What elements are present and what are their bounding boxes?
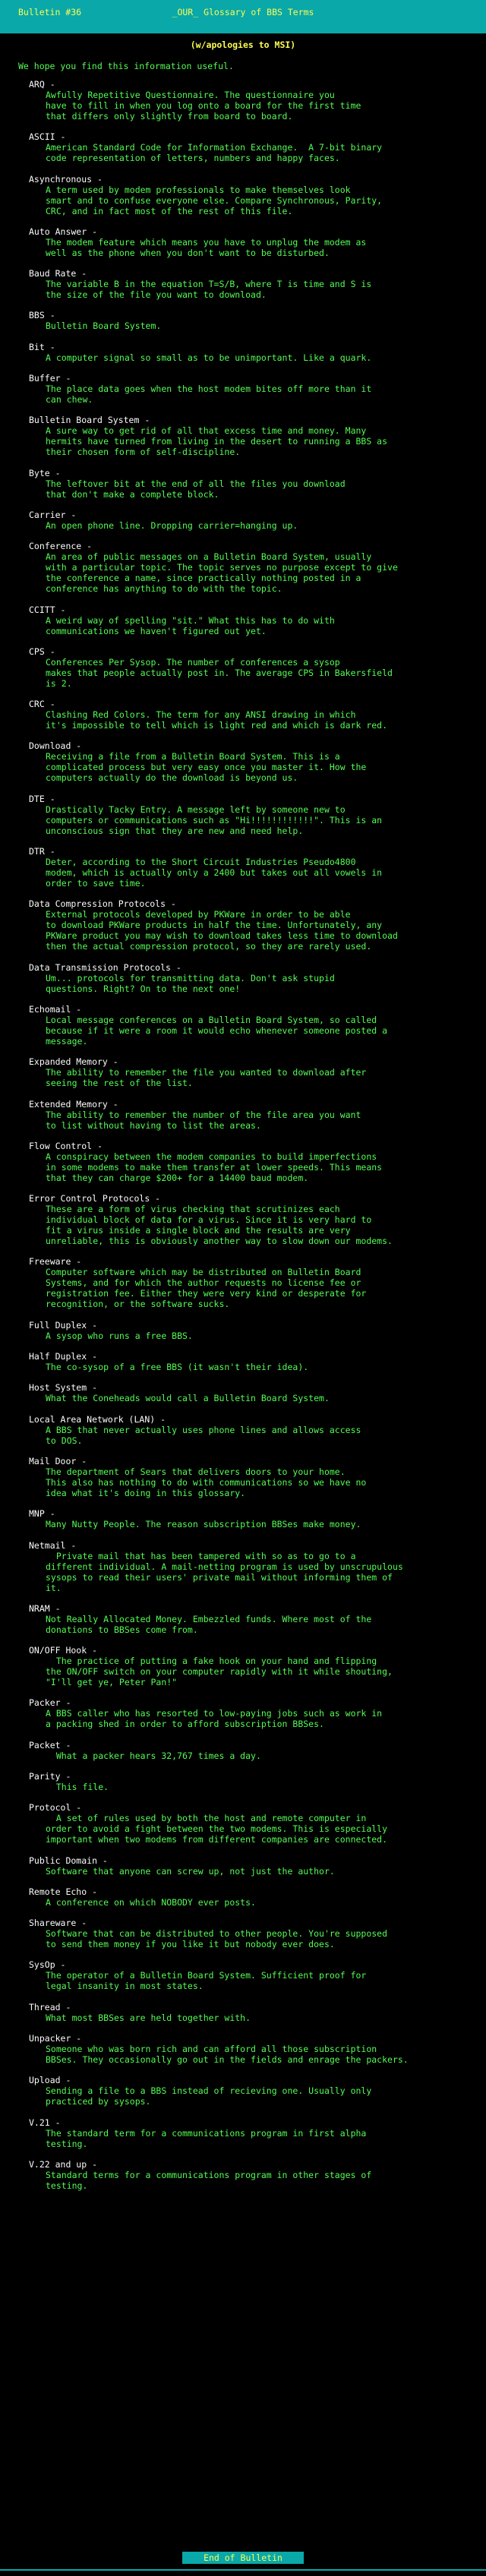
glossary-entry — [0, 605, 486, 636]
glossary-term: Byte - — [29, 467, 61, 478]
subtitle: (w/apologies to MSI) — [190, 39, 296, 50]
glossary-definition: A sysop who runs a free BBS. — [46, 1330, 193, 1341]
end-of-bulletin-marker: End of Bulletin — [182, 2552, 304, 2564]
glossary-definition: Bulletin Board System. — [46, 320, 162, 332]
glossary-definition: The leftover bit at the end of all the files you download that don't make a complete block. — [46, 478, 346, 500]
glossary-term: CRC - — [29, 699, 55, 710]
glossary-definition: A sure way to get rid of all that excess time and money. Many hermits have turned from living in the desert to running a BBS as their chosen form of self-discipline. — [46, 425, 388, 458]
glossary-entry — [0, 646, 486, 689]
glossary-term: CPS - — [29, 646, 55, 657]
glossary-term: Data Transmission Protocols - — [29, 961, 181, 973]
glossary-entry — [0, 1099, 486, 1131]
glossary-definition: What a packer hears 32,767 times a day. — [46, 1750, 261, 1761]
glossary-entry — [0, 1918, 486, 1949]
glossary-term: Netmail - — [29, 1539, 77, 1551]
bulletin-title: _OUR_ Glossary of BBS Terms — [172, 7, 314, 17]
glossary-term: ARQ - — [29, 79, 55, 90]
glossary-definition: A term used by modem professionals to make themselves look smart and to confuse everyone else. Compare Synchronous, Parity, CRC, and in fact most of the rest of this file. — [46, 184, 383, 216]
glossary-term: Thread - — [29, 2001, 71, 2012]
glossary-entry — [0, 1855, 486, 1877]
glossary-entry — [0, 541, 486, 594]
glossary-term: Auto Answer - — [29, 226, 98, 237]
bulletin-header-bar — [0, 0, 486, 33]
glossary-term: ON/OFF Hook - — [29, 1645, 98, 1656]
glossary-term: V.21 - — [29, 2117, 61, 2128]
glossary-definition: Deter, according to the Short Circuit Industries Pseudo4800 modem, which is actually only a 2400 but takes out all vowels in order to save time. — [46, 857, 383, 889]
glossary-definition: A set of rules used by both the host and remote computer in order to avoid a fight between the two modems. This is especially important when two modems from different companies are connected. — [46, 1813, 388, 1845]
bottom-divider — [0, 2569, 486, 2571]
glossary-term: Protocol - — [29, 1802, 82, 1814]
glossary-definition: The co-sysop of a free BBS (it wasn't their idea). — [46, 1362, 309, 1373]
glossary-entry — [0, 174, 486, 216]
glossary-definition: Drastically Tacky Entry. A message left by someone new to computers or communications such as "Hi!!!!!!!!!!!!". This is an unconscious sign that they are new and need help. — [46, 803, 383, 836]
glossary-term: Asynchronous - — [29, 173, 103, 185]
glossary-definition: The place data goes when the host modem bites off more than it can chew. — [46, 384, 372, 406]
glossary-term: Baud Rate - — [29, 268, 87, 279]
glossary-entry — [0, 1959, 486, 1991]
glossary-entry — [0, 898, 486, 952]
glossary-entry — [0, 268, 486, 300]
glossary-entry — [0, 468, 486, 500]
glossary-definition: A BBS that never actually uses phone lines and allows access to DOS. — [46, 1424, 361, 1446]
glossary-entry — [0, 1802, 486, 1845]
glossary-term: Flow Control - — [29, 1140, 103, 1151]
glossary-term: Echomail - — [29, 1003, 82, 1015]
glossary-entry — [0, 1193, 486, 1246]
glossary-entry — [0, 310, 486, 331]
glossary-definition: These are a form of virus checking that scrutinizes each individual block of data for a virus. Since it is very hard to fit a virus inside a single block and the results are very unreliable, this is obviously another way to slow down our modems. — [46, 1204, 393, 1247]
glossary-entry — [0, 415, 486, 457]
glossary-definition: The practice of putting a fake hook on your hand and flipping the ON/OFF switch on your computer rapidly with it while shouting, "I'll get ye, Peter Pan!" — [46, 1656, 393, 1688]
glossary-term: Conference - — [29, 541, 93, 552]
glossary-definition: An open phone line. Dropping carrier=hanging up. — [46, 519, 298, 531]
glossary-term: V.22 and up - — [29, 2158, 98, 2170]
glossary-definition: A BBS caller who has resorted to low-paying jobs such as work in a packing shed in order to afford subscription BBSes. — [46, 1708, 383, 1730]
glossary-term: Freeware - — [29, 1256, 82, 1267]
glossary-term: Data Compression Protocols - — [29, 898, 176, 910]
glossary-entry — [0, 1740, 486, 1761]
glossary-entry — [0, 699, 486, 731]
glossary-definition: A conspiracy between the modem companies to build imperfections in some modems to make them transfer at lower speeds. This means that they can charge $200+ for a 14400 baud modem. — [46, 1151, 383, 1183]
glossary-definition: External protocols developed by PKWare in order to be able to download PKWare products in half the time. Unfortunately, any PKWare product you may wish to download takes less time to download then the actual compression protocol, so they are rarely used. — [46, 909, 398, 952]
glossary-entry — [0, 2117, 486, 2149]
glossary-term: Download - — [29, 740, 82, 752]
glossary-definition: A weird way of spelling "sit." What this has to do with communications we haven't figured out yet. — [46, 614, 335, 636]
glossary-entry — [0, 2075, 486, 2107]
glossary-term: Packer - — [29, 1697, 71, 1709]
glossary-definition: Not Really Allocated Money. Embezzled funds. Where most of the donations to BBSes come from. — [46, 1613, 372, 1635]
glossary-term: Public Domain - — [29, 1855, 108, 1866]
glossary-definition: A computer signal so small as to be unimportant. Like a quark. — [46, 352, 372, 363]
glossary-term: ASCII - — [29, 131, 66, 143]
glossary-definition: Receiving a file from a Bulletin Board System. This is a complicated process but very easy once you master it. How the computers actually do the download is beyond us. — [46, 751, 367, 784]
glossary-entry — [0, 1603, 486, 1635]
glossary-entry — [0, 1141, 486, 1183]
glossary-definition: Private mail that has been tampered with so as to go to a different individual. A mail-netting program is used by unscrupulous sysops to read their users' private mail without informing them of it. — [46, 1550, 403, 1593]
glossary-term: MNP - — [29, 1508, 55, 1520]
glossary-definition: The variable B in the equation T=S/B, where T is time and S is the size of the file you want to download. — [46, 279, 372, 301]
glossary-entry — [0, 373, 486, 405]
glossary-definition: A conference on which NOBODY ever posts. — [46, 1896, 256, 1908]
glossary-definition: The ability to remember the file you wanted to download after seeing the rest of the list. — [46, 1067, 367, 1089]
glossary-term: Parity - — [29, 1770, 71, 1782]
glossary-entry — [0, 342, 486, 363]
glossary-definition: What the Coneheads would call a Bulletin Board System. — [46, 1393, 330, 1404]
glossary-entry — [0, 794, 486, 836]
glossary-term: SysOp - — [29, 1959, 66, 1971]
glossary-term: Buffer - — [29, 373, 71, 384]
intro-text: We hope you find this information useful. — [18, 61, 234, 71]
glossary-entry — [0, 1508, 486, 1530]
glossary-entry — [0, 846, 486, 889]
glossary-term: Expanded Memory - — [29, 1056, 118, 1068]
glossary-term: Full Duplex - — [29, 1319, 98, 1331]
glossary-definition: Clashing Red Colors. The term for any ANSI drawing in which it's impossible to tell which is light red and which is dark red. — [46, 709, 388, 731]
glossary-definition: This file. — [46, 1781, 109, 1792]
glossary-definition: Someone who was born rich and can afford all those subscription BBSes. They occasionally go out in the fields and enrage the packers. — [46, 2044, 409, 2066]
glossary-definition: What most BBSes are held together with. — [46, 2012, 251, 2023]
glossary-entry — [0, 1456, 486, 1498]
glossary-term: Extended Memory - — [29, 1098, 118, 1110]
glossary-entry — [0, 1256, 486, 1309]
glossary-term: Remote Echo - — [29, 1886, 98, 1897]
glossary-term: Packet - — [29, 1739, 71, 1750]
glossary-entry — [0, 1382, 486, 1403]
glossary-definition: An area of public messages on a Bulletin Board System, usually with a particular topic. The topic serves no purpose except to give the conference a name, since practically nothing posted in a conference has anything to do with the topic. — [46, 551, 398, 595]
glossary-entry — [0, 131, 486, 163]
glossary-entry — [0, 510, 486, 531]
glossary-definition: Software that anyone can screw up, not just the author. — [46, 1865, 335, 1877]
glossary-entry — [0, 2033, 486, 2065]
glossary-term: Half Duplex - — [29, 1351, 98, 1362]
glossary-definition: The operator of a Bulletin Board System. Sufficient proof for legal insanity in most states. — [46, 1970, 367, 1992]
glossary-entry — [0, 1351, 486, 1372]
glossary-term: Shareware - — [29, 1918, 87, 1929]
glossary-term: Host System - — [29, 1382, 98, 1394]
glossary-entry — [0, 1540, 486, 1593]
glossary-definition: Conferences Per Sysop. The number of conferences a sysop makes that people actually post in. The average CPS in Bakersfield is 2. — [46, 656, 393, 689]
glossary-definition: Many Nutty People. The reason subscription BBSes make money. — [46, 1519, 361, 1530]
glossary-entry — [0, 1886, 486, 1908]
glossary-term: Error Control Protocols - — [29, 1193, 161, 1204]
glossary-term: NRAM - — [29, 1602, 61, 1614]
glossary-definition: Computer software which may be distributed on Bulletin Board Systems, and for which the author requests no license fee or registration fee. Either they were very kind or desperate for recognition, or the software sucks. — [46, 1267, 367, 1310]
glossary-entry — [0, 740, 486, 783]
glossary-entry — [0, 1414, 486, 1446]
glossary-definition: The ability to remember the number of the file area you want to list without having to list the areas. — [46, 1109, 361, 1131]
glossary-term: DTE - — [29, 793, 55, 804]
glossary-term: Local Area Network (LAN) - — [29, 1413, 166, 1425]
glossary-entry — [0, 2002, 486, 2023]
glossary-entry — [0, 1056, 486, 1088]
glossary-definition: The modem feature which means you have to unplug the modem as well as the phone when you don't want to be disturbed. — [46, 236, 367, 258]
glossary-entry — [0, 1697, 486, 1729]
glossary-entry — [0, 1320, 486, 1341]
glossary-term: Carrier - — [29, 509, 77, 520]
glossary-entry — [0, 1645, 486, 1687]
glossary-entry — [0, 2159, 486, 2191]
glossary-definition: Software that can be distributed to other people. You're supposed to send them money if you like it but nobody ever does. — [46, 1928, 388, 1950]
glossary-term: CCITT - — [29, 604, 66, 615]
glossary-entry — [0, 1771, 486, 1792]
glossary-definition: Um... protocols for transmitting data. Don't ask stupid questions. Right? On to the next one! — [46, 972, 335, 994]
glossary-term: BBS - — [29, 310, 55, 321]
glossary-definition: The department of Sears that delivers doors to your home. This also has nothing to do with communications so we have no idea what it's doing in this glossary. — [46, 1466, 367, 1498]
glossary-term: Bulletin Board System - — [29, 415, 150, 426]
bulletin-number: Bulletin #36 — [18, 7, 82, 17]
glossary-entry — [0, 79, 486, 122]
glossary-entry — [0, 962, 486, 994]
glossary-term: Mail Door - — [29, 1455, 87, 1466]
glossary-term: Bit - — [29, 341, 55, 352]
glossary-definition: Sending a file to a BBS instead of recieving one. Usually only practiced by sysops. — [46, 2085, 372, 2107]
glossary-definition: The standard term for a communications program in first alpha testing. — [46, 2127, 367, 2149]
glossary-definition: American Standard Code for Information Exchange. A 7-bit binary code representation of letters, numbers and happy faces. — [46, 142, 383, 164]
glossary-term: Upload - — [29, 2075, 71, 2086]
glossary-term: Unpacker - — [29, 2033, 82, 2044]
glossary-definition: Standard terms for a communications program in other stages of testing. — [46, 2169, 372, 2191]
glossary-definition: Awfully Repetitive Questionnaire. The questionnaire you have to fill in when you log onto a board for the first time that differs only slightly from board to board. — [46, 90, 361, 122]
glossary-entry — [0, 1004, 486, 1046]
glossary-term: DTR - — [29, 846, 55, 857]
glossary-list — [0, 79, 486, 2201]
glossary-entry — [0, 226, 486, 258]
glossary-definition: Local message conferences on a Bulletin Board System, so called because if it were a room it would echo whenever someone posted a message. — [46, 1014, 388, 1046]
